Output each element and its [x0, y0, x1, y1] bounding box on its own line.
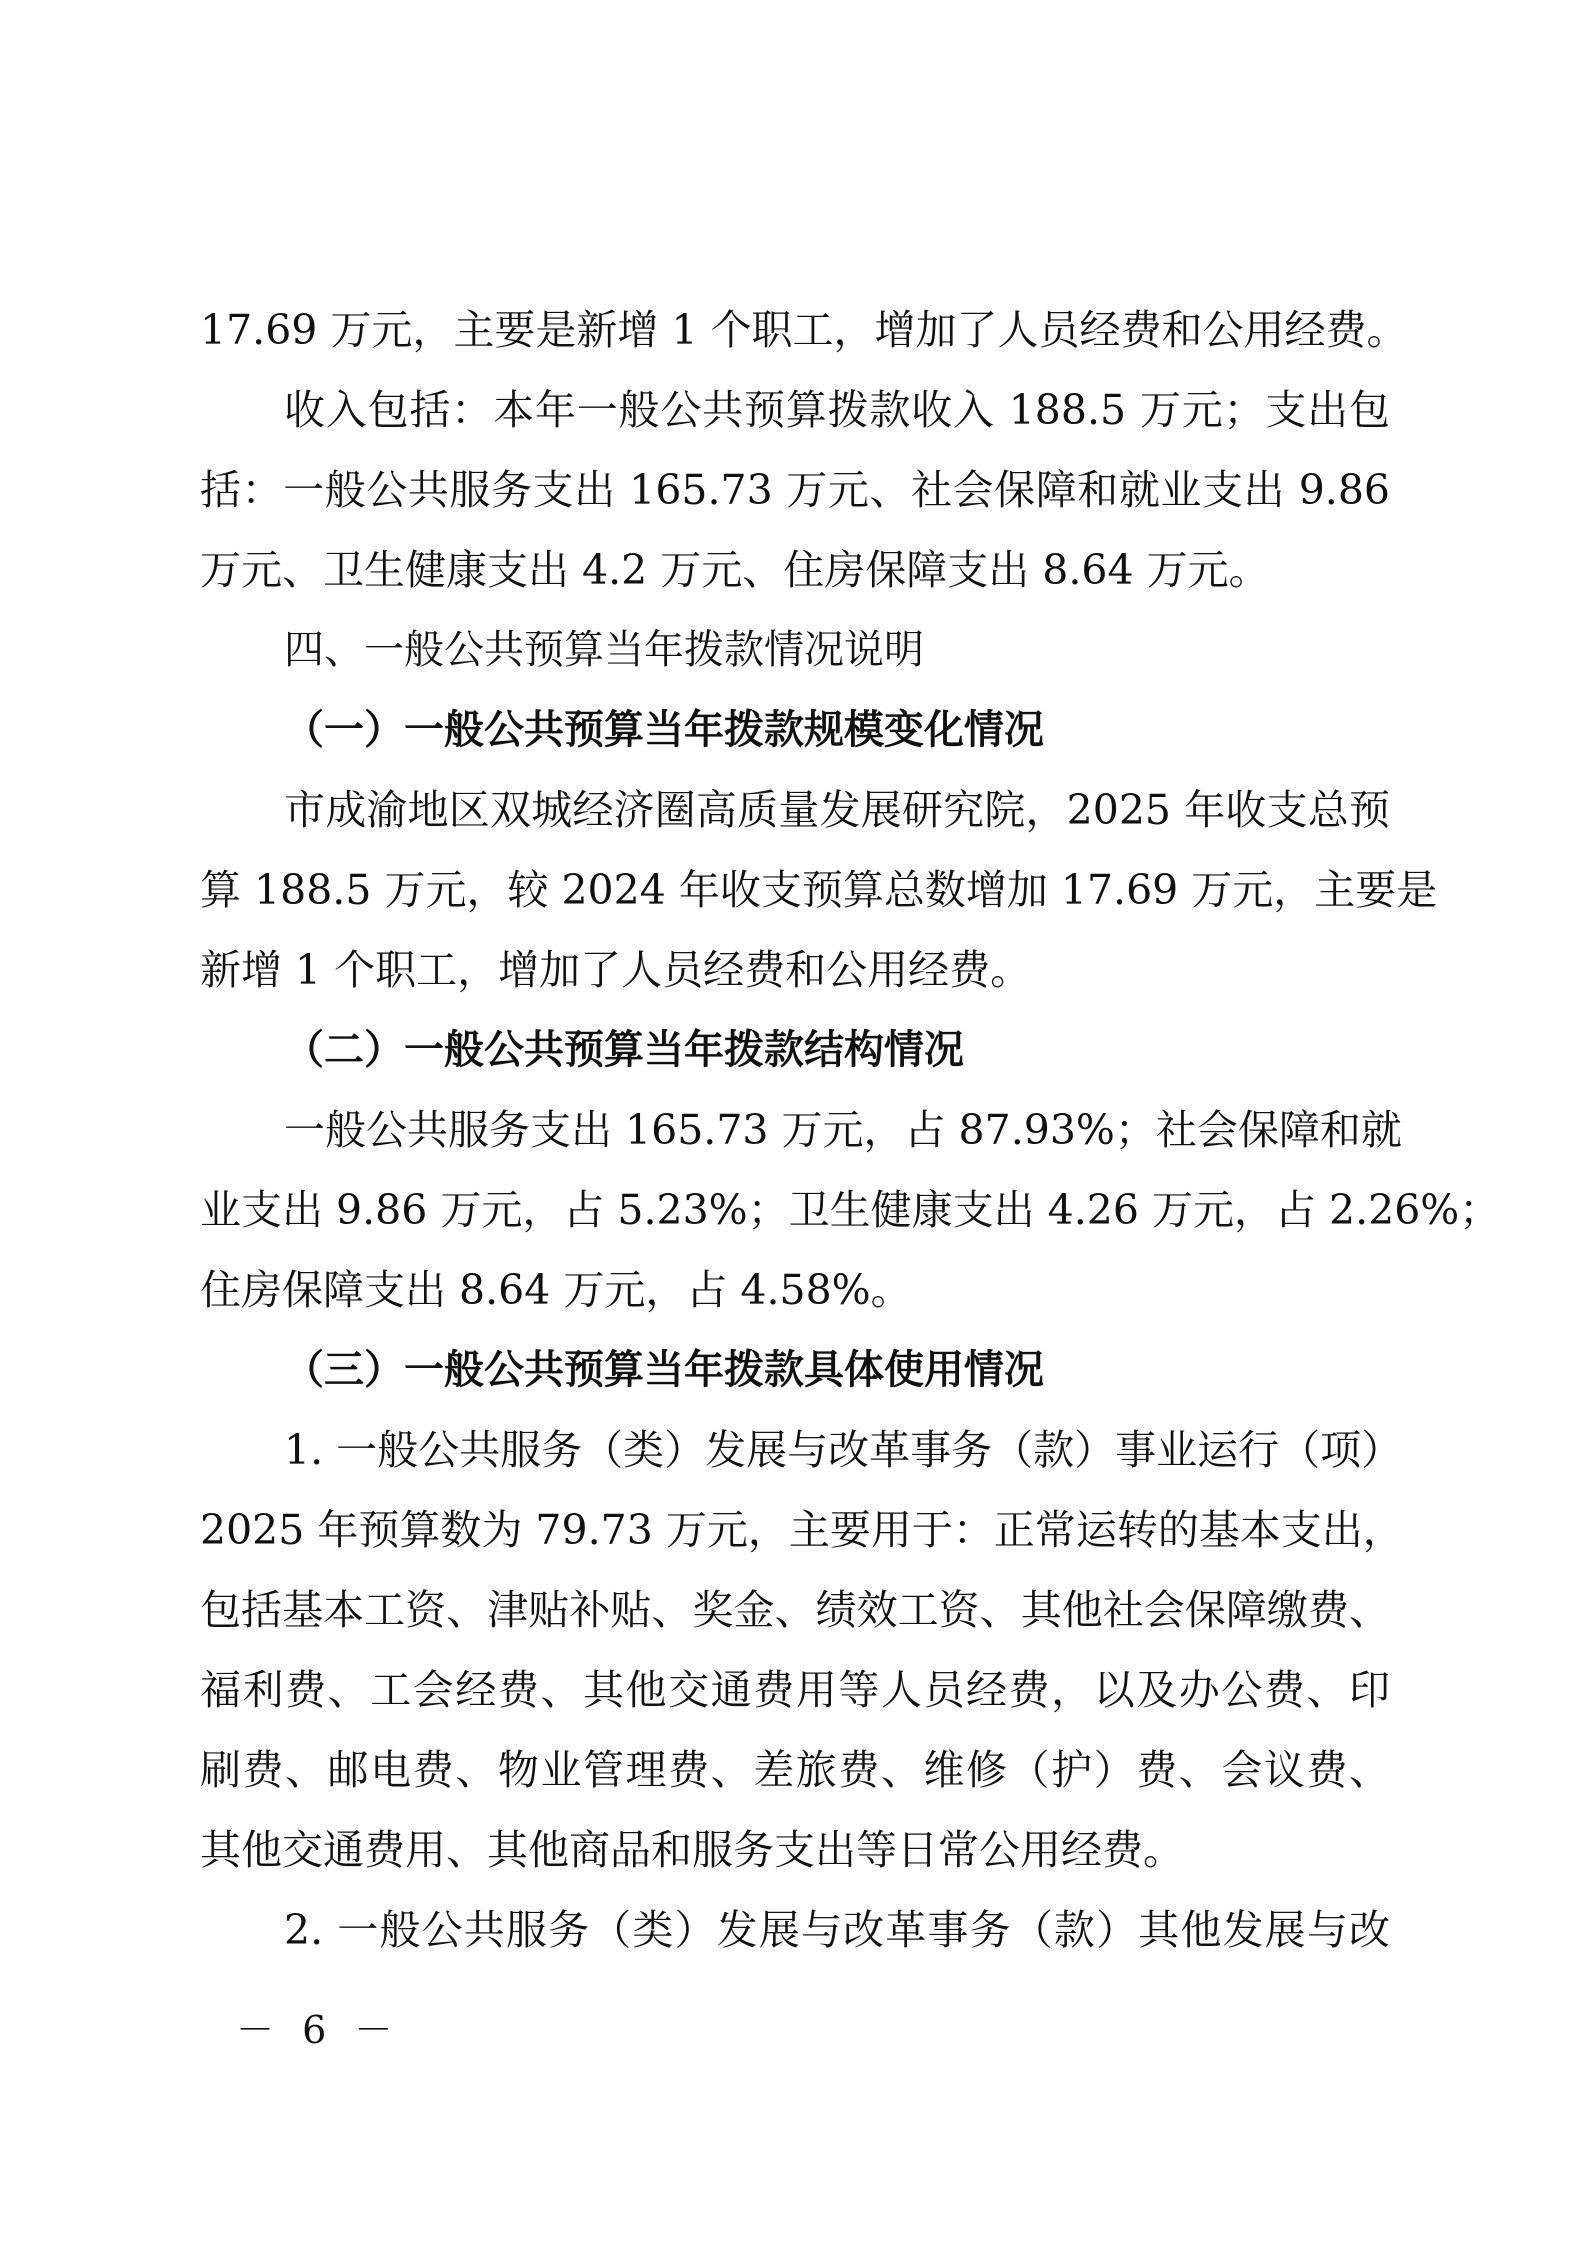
- section-heading: 四、一般公共预算当年拨款情况说明: [284, 627, 924, 673]
- paragraph-line: 其他交通费用、其他商品和服务支出等日常公用经费。: [200, 1826, 1184, 1874]
- paragraph-line: 业支出 9.86 万元，占 5.23%；卫生健康支出 4.26 万元，占 2.26%；: [200, 1186, 1501, 1234]
- paragraph-line: 括：一般公共服务支出 165.73 万元、社会保障和就业支出 9.86: [200, 466, 1390, 514]
- paragraph-line: 2025 年预算数为 79.73 万元，主要用于：正常运转的基本支出，: [200, 1506, 1404, 1554]
- paragraph-line: 刷费、邮电费、物业管理费、差旅费、维修（护）费、会议费、: [200, 1746, 1390, 1794]
- paragraph-line: 市成渝地区双城经济圈高质量发展研究院，2025 年收支总预: [284, 786, 1390, 834]
- paragraph-line: 17.69 万元，主要是新增 1 个职工，增加了人员经费和公用经费。: [200, 306, 1408, 354]
- paragraph-line: 2. 一般公共服务（类）发展与改革事务（款）其他发展与改: [284, 1906, 1390, 1954]
- paragraph-line: 新增 1 个职工，增加了人员经费和公用经费。: [200, 946, 1032, 994]
- paragraph-line: 收入包括：本年一般公共预算拨款收入 188.5 万元；支出包: [284, 386, 1390, 434]
- subsection-heading: （三）一般公共预算当年拨款具体使用情况: [284, 1347, 1044, 1393]
- subsection-heading: （一）一般公共预算当年拨款规模变化情况: [284, 707, 1044, 753]
- page-number: － 6 －: [236, 2008, 401, 2052]
- paragraph-line: 万元、卫生健康支出 4.2 万元、住房保障支出 8.64 万元。: [200, 546, 1270, 594]
- paragraph-line: 算 188.5 万元，较 2024 年收支预算总数增加 17.69 万元，主要是: [200, 866, 1438, 914]
- paragraph-line: 一般公共服务支出 165.73 万元，占 87.93%；社会保障和就: [284, 1106, 1402, 1154]
- paragraph-line: 包括基本工资、津贴补贴、奖金、绩效工资、其他社会保障缴费、: [200, 1586, 1390, 1634]
- document-body: [200, 290, 1501, 1970]
- paragraph-line: 福利费、工会经费、其他交通费用等人员经费，以及办公费、印: [200, 1666, 1390, 1714]
- subsection-heading: （二）一般公共预算当年拨款结构情况: [284, 1027, 964, 1073]
- paragraph-line: 住房保障支出 8.64 万元，占 4.58%。: [200, 1266, 912, 1314]
- paragraph-line: 1. 一般公共服务（类）发展与改革事务（款）事业运行（项）: [284, 1426, 1403, 1474]
